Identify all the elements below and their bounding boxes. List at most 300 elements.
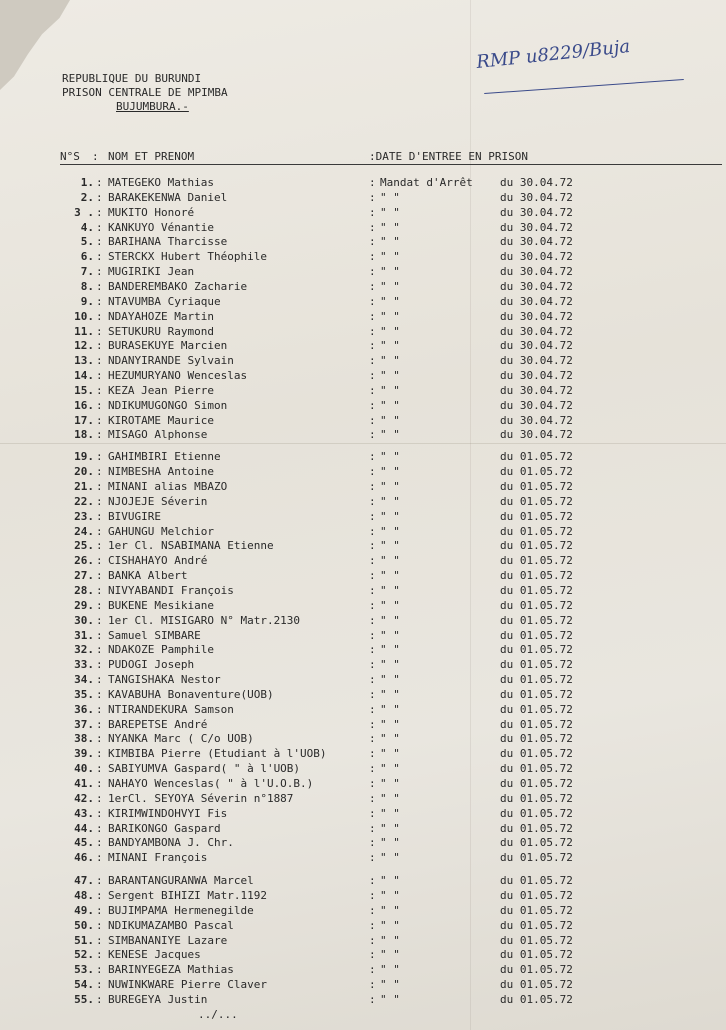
- entry-name: NDIKUMAZAMBO Pascal: [108, 918, 234, 932]
- separator: :: [96, 509, 103, 523]
- entry-number: 42.: [74, 791, 94, 805]
- separator: :: [96, 450, 103, 464]
- separator: :: [96, 598, 103, 612]
- entry-name: KEZA Jean Pierre: [108, 383, 214, 397]
- entry-number: 20.: [74, 465, 94, 479]
- separator: :: [369, 509, 376, 523]
- entry-mandat: " ": [380, 324, 400, 338]
- entry-number: 13.: [74, 354, 94, 368]
- separator: :: [96, 933, 103, 947]
- separator: :: [369, 428, 376, 442]
- separator: :: [369, 806, 376, 820]
- entry-date: du 01.05.72: [500, 948, 573, 962]
- entry-number: 2.: [80, 190, 94, 204]
- entry-date: du 01.05.72: [500, 978, 573, 992]
- list-item: [0, 279, 726, 294]
- separator: :: [96, 398, 103, 412]
- entry-name: MINANI alias MBAZO: [108, 480, 228, 493]
- entry-number: 17.: [74, 413, 94, 427]
- entry-name: BANDEREMBAKO Zacharie: [108, 279, 248, 293]
- separator: :: [369, 235, 376, 249]
- entry-mandat: " ": [380, 762, 400, 776]
- list-item: [0, 903, 726, 918]
- entry-name: Samuel SIMBARE: [108, 628, 201, 642]
- entry-name: NDAYAHOZE Martin: [108, 309, 214, 323]
- entry-number: 16.: [74, 398, 94, 412]
- separator: :: [96, 791, 103, 805]
- entry-number: 29.: [74, 598, 94, 612]
- entry-mandat: " ": [380, 220, 400, 234]
- list-item: [0, 175, 726, 190]
- list-item: [0, 962, 726, 977]
- entry-name: STERCKX Hubert Théophile: [108, 250, 267, 264]
- entry-name: NIVYABANDI François: [108, 583, 234, 597]
- column-header-number: N°S: [60, 150, 80, 163]
- entry-mandat: " ": [380, 309, 400, 323]
- entry-mandat: " ": [380, 963, 400, 977]
- entry-date: du 01.05.72: [500, 806, 573, 820]
- entry-number: 46.: [74, 851, 94, 865]
- entry-number: 53.: [74, 963, 94, 977]
- list-item: [0, 509, 726, 524]
- entry-name: BAREPETSE André: [108, 717, 208, 731]
- entry-name: BIVUGIRE: [108, 509, 161, 523]
- entry-mandat: " ": [380, 524, 400, 538]
- list-item: [0, 479, 726, 494]
- list-item: [0, 977, 726, 992]
- entry-mandat: " ": [380, 777, 400, 790]
- entry-number: 40.: [74, 762, 94, 776]
- separator: :: [369, 948, 376, 962]
- entry-mandat: " ": [380, 265, 400, 279]
- entry-mandat: " ": [380, 992, 400, 1006]
- entry-name: MINANI François: [108, 851, 208, 865]
- separator: :: [369, 539, 376, 553]
- separator: :: [96, 673, 103, 687]
- list-item: [0, 190, 726, 205]
- separator: :: [369, 220, 376, 234]
- letterhead: [62, 72, 228, 114]
- entry-name: BUJIMPAMA Hermenegilde: [108, 903, 254, 917]
- separator: :: [96, 836, 103, 850]
- entry-date: du 01.05.72: [500, 874, 573, 888]
- entry-date: du 01.05.72: [500, 702, 573, 716]
- list-item: [0, 888, 726, 903]
- entry-mandat: " ": [380, 888, 400, 902]
- entry-name: CISHAHAYO André: [108, 554, 208, 568]
- entry-mandat: " ": [380, 918, 400, 932]
- separator: :: [369, 717, 376, 731]
- entry-name: GAHIMBIRI Etienne: [108, 450, 221, 464]
- entry-mandat: " ": [380, 702, 400, 716]
- entry-name: NDAKOZE Pamphile: [108, 643, 214, 657]
- entry-name: BARIHANA Tharcisse: [108, 235, 228, 249]
- list-item: [0, 613, 726, 628]
- separator: :: [369, 687, 376, 701]
- entry-date: du 01.05.72: [500, 903, 573, 917]
- separator: :: [96, 339, 103, 353]
- entry-date: du 30.04.72: [500, 190, 573, 204]
- entry-name: KIROTAME Maurice: [108, 413, 214, 427]
- fold-line-horizontal: [0, 443, 726, 444]
- entry-mandat: " ": [380, 874, 400, 888]
- entry-date: du 01.05.72: [500, 747, 573, 761]
- entry-number: 43.: [74, 806, 94, 820]
- separator: :: [369, 658, 376, 672]
- separator: :: [369, 791, 376, 805]
- list-item: [0, 672, 726, 687]
- entry-date: du 01.05.72: [500, 613, 573, 627]
- entry-name: NTIRANDEKURA Samson: [108, 702, 234, 716]
- separator: :: [96, 963, 103, 977]
- list-item: [0, 309, 726, 324]
- entry-mandat: " ": [380, 250, 400, 264]
- entry-number: 8.: [80, 279, 94, 293]
- entry-number: 36.: [74, 702, 94, 716]
- separator: :: [369, 821, 376, 835]
- entry-number: 14.: [74, 369, 94, 383]
- list-item: [0, 717, 726, 732]
- entry-name: BARINYEGEZA Mathias: [108, 963, 234, 977]
- entry-date: du 01.05.72: [500, 918, 573, 932]
- entry-mandat: " ": [380, 903, 400, 917]
- separator: :: [369, 569, 376, 583]
- list-item: [0, 324, 726, 339]
- entry-date: du 01.05.72: [500, 628, 573, 642]
- separator: :: [369, 324, 376, 338]
- entry-date: du 30.04.72: [500, 250, 573, 264]
- separator: :: [96, 992, 103, 1006]
- separator: :: [369, 265, 376, 279]
- column-header-separator: :: [92, 150, 99, 163]
- separator: :: [96, 480, 103, 493]
- separator: :: [96, 628, 103, 642]
- entry-number: 35.: [74, 687, 94, 701]
- entry-name: NYANKA Marc ( C/o UOB): [108, 732, 254, 746]
- entry-name: Sergent BIHIZI Matr.1192: [108, 888, 267, 902]
- separator: :: [96, 948, 103, 962]
- entry-date: du 01.05.72: [500, 851, 573, 865]
- list-item: [0, 383, 726, 398]
- entry-number: 51.: [74, 933, 94, 947]
- entry-name: NDIKUMUGONGO Simon: [108, 398, 228, 412]
- list-item: [0, 761, 726, 776]
- entry-date: du 30.04.72: [500, 265, 573, 279]
- separator: :: [96, 190, 103, 204]
- separator: :: [369, 963, 376, 977]
- entry-mandat: " ": [380, 413, 400, 427]
- separator: :: [96, 658, 103, 672]
- separator: :: [369, 978, 376, 992]
- entry-mandat: " ": [380, 369, 400, 383]
- entry-mandat: " ": [380, 569, 400, 583]
- separator: :: [96, 762, 103, 776]
- entry-number: 45.: [74, 836, 94, 850]
- separator: :: [96, 806, 103, 820]
- entry-mandat: " ": [380, 190, 400, 204]
- entry-number: 27.: [74, 569, 94, 583]
- entry-date: du 01.05.72: [500, 598, 573, 612]
- entry-mandat: " ": [380, 613, 400, 627]
- separator: :: [369, 613, 376, 627]
- entry-date: du 01.05.72: [500, 888, 573, 902]
- separator: :: [369, 673, 376, 687]
- entry-name: BANDYAMBONA J. Chr.: [108, 836, 234, 850]
- entry-name: GAHUNGU Melchior: [108, 524, 214, 538]
- separator: :: [96, 250, 103, 264]
- entry-mandat: " ": [380, 628, 400, 642]
- entry-mandat: " ": [380, 836, 400, 850]
- separator: :: [96, 777, 103, 790]
- separator: :: [96, 413, 103, 427]
- entry-date: du 30.04.72: [500, 324, 573, 338]
- list-item: [0, 449, 726, 464]
- entry-number: 52.: [74, 948, 94, 962]
- annotation-underline: [484, 79, 684, 94]
- list-item: [0, 835, 726, 850]
- separator: :: [369, 903, 376, 917]
- entry-mandat: " ": [380, 978, 400, 992]
- separator: :: [96, 851, 103, 865]
- list-item: [0, 583, 726, 598]
- entry-name: NAHAYO Wenceslas( " à l'U.O.B.): [108, 777, 314, 790]
- entry-number: 39.: [74, 747, 94, 761]
- separator: :: [369, 309, 376, 323]
- entry-number: 3 .: [74, 205, 94, 219]
- list-item: [0, 918, 726, 933]
- entry-number: 7.: [80, 265, 94, 279]
- entry-mandat: " ": [380, 598, 400, 612]
- separator: :: [369, 583, 376, 597]
- entry-number: 24.: [74, 524, 94, 538]
- separator: :: [96, 279, 103, 293]
- entry-name: BUREGEYA Justin: [108, 992, 208, 1006]
- separator: :: [96, 265, 103, 279]
- separator: :: [369, 643, 376, 657]
- column-header-date: :DATE D'ENTREE EN PRISON: [369, 150, 528, 163]
- separator: :: [369, 933, 376, 947]
- entry-date: du 01.05.72: [500, 658, 573, 672]
- separator: :: [96, 569, 103, 583]
- entry-mandat: " ": [380, 658, 400, 672]
- entry-mandat: " ": [380, 279, 400, 293]
- separator: :: [369, 354, 376, 368]
- entry-name: TANGISHAKA Nestor: [108, 673, 221, 687]
- separator: :: [369, 524, 376, 538]
- separator: :: [96, 220, 103, 234]
- separator: :: [96, 918, 103, 932]
- list-item: [0, 427, 726, 442]
- entry-number: 10.: [74, 309, 94, 323]
- entry-number: 32.: [74, 643, 94, 657]
- entry-date: du 30.04.72: [500, 309, 573, 323]
- entry-date: du 01.05.72: [500, 717, 573, 731]
- entry-name: MATEGEKO Mathias: [108, 176, 214, 189]
- list-item: [0, 553, 726, 568]
- separator: :: [96, 465, 103, 479]
- separator: :: [96, 613, 103, 627]
- entry-name: BURASEKUYE Marcien: [108, 339, 228, 353]
- separator: :: [96, 235, 103, 249]
- entry-number: 23.: [74, 509, 94, 523]
- separator: :: [369, 339, 376, 353]
- separator: :: [96, 747, 103, 761]
- list-item: [0, 398, 726, 413]
- entry-name: SABIYUMVA Gaspard( " à l'UOB): [108, 762, 301, 776]
- entry-name: BARAKEKENWA Daniel: [108, 190, 228, 204]
- entry-date: du 30.04.72: [500, 279, 573, 293]
- entry-mandat: " ": [380, 851, 400, 865]
- entry-mandat: " ": [380, 294, 400, 308]
- entry-mandat: " ": [380, 398, 400, 412]
- separator: :: [369, 450, 376, 464]
- entry-date: du 30.04.72: [500, 383, 573, 397]
- separator: :: [369, 279, 376, 293]
- separator: :: [96, 643, 103, 657]
- entry-name: NJOJEJE Séverin: [108, 494, 208, 508]
- entry-date: du 01.05.72: [500, 791, 573, 805]
- list-item: [0, 746, 726, 761]
- separator: :: [96, 294, 103, 308]
- list-item: [0, 702, 726, 717]
- separator: :: [369, 992, 376, 1006]
- entry-number: 22.: [74, 494, 94, 508]
- entry-date: du 30.04.72: [500, 294, 573, 308]
- separator: :: [96, 324, 103, 338]
- entry-date: du 01.05.72: [500, 494, 573, 508]
- entry-mandat: " ": [380, 687, 400, 701]
- entry-date: du 30.04.72: [500, 339, 573, 353]
- entry-number: 38.: [74, 732, 94, 746]
- entry-date: du 01.05.72: [500, 643, 573, 657]
- entry-number: 54.: [74, 978, 94, 992]
- list-item: [0, 294, 726, 309]
- entry-mandat: " ": [380, 480, 400, 493]
- entry-date: du 01.05.72: [500, 687, 573, 701]
- list-item: [0, 568, 726, 583]
- list-item: [0, 524, 726, 539]
- separator: :: [369, 494, 376, 508]
- entry-name: BUKENE Mesikiane: [108, 598, 214, 612]
- list-item: [0, 220, 726, 235]
- separator: :: [369, 918, 376, 932]
- entry-mandat: Mandat d'Arrêt: [380, 176, 473, 189]
- entry-date: du 01.05.72: [500, 569, 573, 583]
- list-item: [0, 598, 726, 613]
- entry-date: du 01.05.72: [500, 450, 573, 464]
- entry-date: du 30.04.72: [500, 428, 573, 442]
- separator: :: [96, 702, 103, 716]
- separator: :: [369, 762, 376, 776]
- list-item: [0, 776, 726, 791]
- entry-number: 4.: [80, 220, 94, 234]
- separator: :: [369, 176, 376, 189]
- entry-date: du 30.04.72: [500, 398, 573, 412]
- entry-name: NIMBESHA Antoine: [108, 465, 214, 479]
- list-item: [0, 264, 726, 279]
- list-item: [0, 234, 726, 249]
- separator: :: [96, 494, 103, 508]
- entry-name: 1erCl. SEYOYA Séverin n°1887: [108, 791, 294, 805]
- entry-date: du 01.05.72: [500, 583, 573, 597]
- separator: :: [96, 554, 103, 568]
- entry-date: du 01.05.72: [500, 673, 573, 687]
- separator: :: [96, 888, 103, 902]
- entry-number: 41.: [74, 777, 94, 790]
- entry-mandat: " ": [380, 821, 400, 835]
- entry-mandat: " ": [380, 450, 400, 464]
- entry-mandat: " ": [380, 428, 400, 442]
- list-item: [0, 873, 726, 888]
- entry-number: 9.: [80, 294, 94, 308]
- entry-date: du 01.05.72: [500, 509, 573, 523]
- list-item: [0, 687, 726, 702]
- entry-number: 37.: [74, 717, 94, 731]
- entry-date: du 01.05.72: [500, 821, 573, 835]
- entry-name: HEZUMURYANO Wenceslas: [108, 369, 248, 383]
- entry-number: 30.: [74, 613, 94, 627]
- entry-date: du 01.05.72: [500, 554, 573, 568]
- entry-number: 6.: [80, 250, 94, 264]
- list-item: [0, 657, 726, 672]
- separator: :: [369, 398, 376, 412]
- list-item: [0, 368, 726, 383]
- separator: :: [96, 687, 103, 701]
- torn-corner: [0, 0, 70, 90]
- letterhead-institution: PRISON CENTRALE DE MPIMBA: [62, 86, 228, 99]
- entry-name: 1er Cl. NSABIMANA Etienne: [108, 539, 274, 553]
- list-item: [0, 821, 726, 836]
- entry-number: 25.: [74, 539, 94, 553]
- separator: :: [369, 554, 376, 568]
- entry-number: 47.: [74, 874, 94, 888]
- list-item: [0, 413, 726, 428]
- entry-date: du 30.04.72: [500, 176, 573, 189]
- entry-mandat: " ": [380, 806, 400, 820]
- separator: :: [369, 598, 376, 612]
- list-item: [0, 992, 726, 1007]
- entry-mandat: " ": [380, 554, 400, 568]
- handwritten-reference: RMP u8229/Buja: [475, 35, 632, 74]
- separator: :: [369, 836, 376, 850]
- entry-number: 34.: [74, 673, 94, 687]
- entry-number: 1.: [80, 176, 94, 189]
- list-item: [0, 642, 726, 657]
- entry-name: BANKA Albert: [108, 569, 188, 583]
- separator: :: [96, 821, 103, 835]
- list-item: [0, 249, 726, 264]
- entry-name: MUKITO Honoré: [108, 205, 195, 219]
- entry-number: 5.: [80, 235, 94, 249]
- entry-mandat: " ": [380, 539, 400, 553]
- separator: :: [369, 205, 376, 219]
- entry-name: NTAVUMBA Cyriaque: [108, 294, 221, 308]
- entry-number: 44.: [74, 821, 94, 835]
- list-item: [0, 628, 726, 643]
- separator: :: [96, 717, 103, 731]
- entry-date: du 01.05.72: [500, 762, 573, 776]
- separator: :: [369, 628, 376, 642]
- entry-name: KANKUYO Vénantie: [108, 220, 214, 234]
- entry-name: BARANTANGURANWA Marcel: [108, 874, 254, 888]
- entry-mandat: " ": [380, 717, 400, 731]
- entry-mandat: " ": [380, 948, 400, 962]
- entry-name: SIMBANANIYE Lazare: [108, 933, 228, 947]
- entry-mandat: " ": [380, 791, 400, 805]
- entry-number: 12.: [74, 339, 94, 353]
- entry-name: NDANYIRANDE Sylvain: [108, 354, 234, 368]
- separator: :: [369, 383, 376, 397]
